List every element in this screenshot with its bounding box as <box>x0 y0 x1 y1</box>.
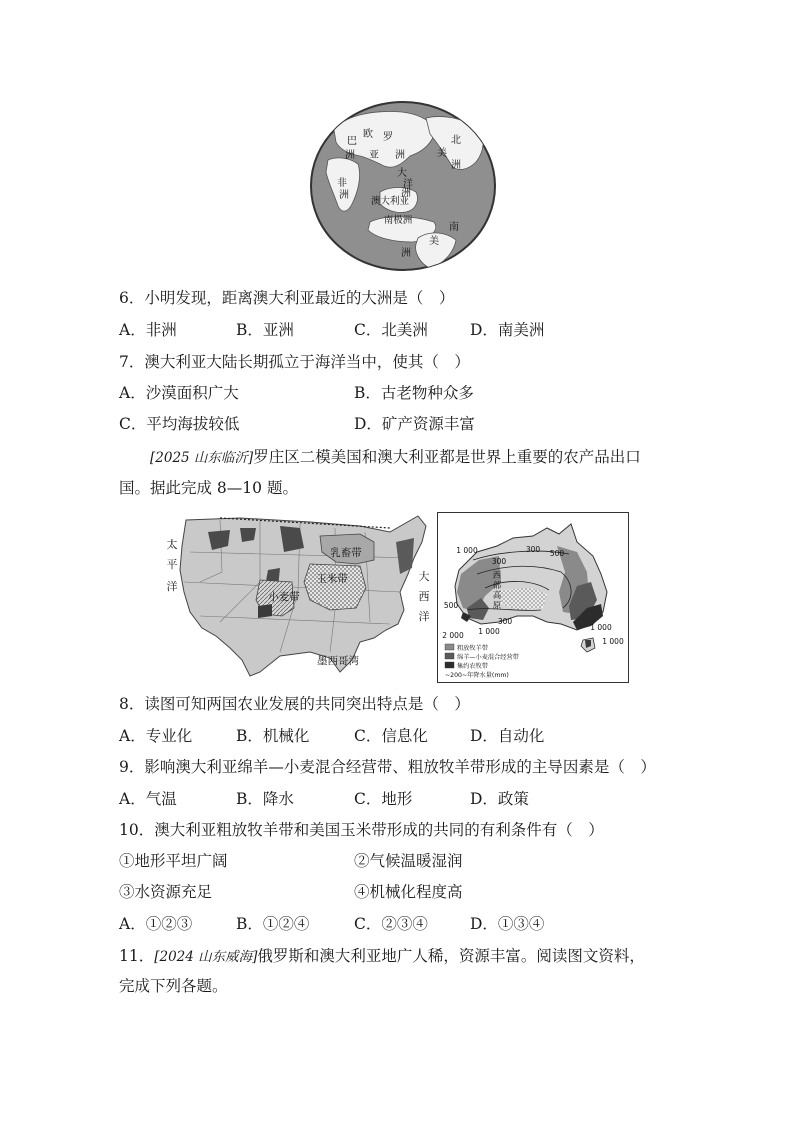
q9-option-a[interactable]: A．气温 <box>119 790 177 808</box>
aus-iso-3: 300 <box>491 557 507 566</box>
us-label-taiping-2: 平 <box>166 558 178 571</box>
q10-statement-4: ④机械化程度高 <box>354 883 463 901</box>
us-agriculture-map <box>160 512 436 682</box>
us-label-daxi-3: 洋 <box>418 610 430 623</box>
q8-option-b[interactable]: B．机械化 <box>236 727 310 745</box>
q9-stem: 9．影响澳大利亚绵羊—小麦混合经营带、粗放牧羊带形成的主导因素是（ ） <box>119 758 656 776</box>
q10-stem: 10．澳大利亚粗放牧羊带和美国玉米带形成的共同的有利条件有（ ） <box>119 821 604 839</box>
intro-source: [2025 山东临沂] <box>150 450 254 466</box>
q6-option-d[interactable]: D．南美洲 <box>470 321 545 339</box>
us-label-daxi-1: 大 <box>418 570 430 583</box>
globe-label-fei: 非 <box>337 178 347 189</box>
q9-option-d[interactable]: D．政策 <box>470 790 529 808</box>
intro-text-1: 罗庄区二模美国和澳大利亚都是世界上重要的农产品出口 <box>253 448 641 466</box>
q6-option-b[interactable]: B．亚洲 <box>236 321 294 339</box>
q9-option-c[interactable]: C．地形 <box>354 790 413 808</box>
globe-label-mei1: 美 <box>437 148 447 159</box>
q11-line-1 <box>119 946 645 967</box>
globe-label-aus: 澳大利亚 <box>370 196 410 207</box>
q10-statement-3: ③水资源充足 <box>119 883 213 901</box>
q10-statement-2: ②气候温暖湿润 <box>354 852 463 870</box>
globe-label-yang: 洋 <box>403 179 413 190</box>
q7-stem: 7．澳大利亚大陆长期孤立于海洋当中，使其（ ） <box>119 353 470 371</box>
q7-option-c[interactable]: C．平均海拔较低 <box>119 415 240 433</box>
globe-label-zhou5: 洲 <box>401 188 411 199</box>
aus-iso-9: 1 000 <box>590 623 612 632</box>
q11-number: 11． <box>119 947 155 965</box>
q11-text-1: 俄罗斯和澳大利亚地广人稀，资源丰富。阅读图文资料， <box>257 947 645 965</box>
q8-stem: 8．读图可知两国农业发展的共同突出特点是（ ） <box>119 695 470 713</box>
aus-plateau-4: 原 <box>492 601 502 611</box>
us-label-yumi: 玉米带 <box>316 573 348 585</box>
australia-agriculture-map <box>437 512 629 683</box>
globe-label-luo: 罗 <box>383 132 393 143</box>
globe-label-zhou3: 洲 <box>451 160 461 171</box>
aus-iso-2: 300 <box>525 545 541 554</box>
globe-label-bei: 北 <box>451 135 461 146</box>
us-label-taiping-1: 太 <box>166 538 178 551</box>
aus-iso-10: 1 000 <box>602 637 624 646</box>
globe-label-zhou2: 洲 <box>395 150 405 161</box>
q11-source: [2024 山东威海] <box>154 949 258 965</box>
globe-label-mei2: 美 <box>429 236 439 247</box>
aus-plateau-1: 西 <box>492 571 502 581</box>
intro-line-2: 国。据此完成 8—10 题。 <box>119 479 298 497</box>
aus-iso-6: 500 <box>443 601 459 610</box>
aus-iso-1: 1 000 <box>456 546 478 555</box>
globe-label-zhou6: 洲 <box>401 248 411 259</box>
aus-iso-4: 300 <box>497 617 513 626</box>
us-label-xiaomai: 小麦带 <box>268 591 300 603</box>
legend-swatch-extensive <box>445 644 454 650</box>
us-label-taiping-3: 洋 <box>166 580 178 593</box>
q11-line-2: 完成下列各题。 <box>119 977 228 995</box>
us-label-rumai: 乳畜带 <box>330 547 362 559</box>
us-label-mexico: 墨西哥湾 <box>317 655 359 667</box>
q8-option-a[interactable]: A．专业化 <box>119 727 193 745</box>
q8-option-c[interactable]: C．信息化 <box>354 727 428 745</box>
globe-map <box>306 100 502 272</box>
q10-statement-1: ①地形平坦广阔 <box>119 852 228 870</box>
q8-option-d[interactable]: D．自动化 <box>470 727 545 745</box>
legend-label-extensive: 粗放牧羊带 <box>457 645 488 652</box>
q7-option-b[interactable]: B．古老物种众多 <box>354 384 474 402</box>
intro-line-1 <box>150 447 641 468</box>
legend-swatch-intensive <box>445 662 454 668</box>
q10-option-d[interactable]: D．①③④ <box>470 915 545 933</box>
q10-option-a[interactable]: A．①②③ <box>119 915 193 933</box>
legend-label-mixed: 绵羊—小麦混合经营带 <box>457 654 519 661</box>
q6-stem: 6．小明发现，距离澳大利亚最近的大洲是（ ） <box>119 289 455 307</box>
globe-label-da: 大 <box>397 168 407 179</box>
q6-option-c[interactable]: C．北美洲 <box>354 321 428 339</box>
q10-option-c[interactable]: C．②③④ <box>354 915 428 933</box>
q6-option-a[interactable]: A．非洲 <box>119 321 177 339</box>
globe-label-ant: 南极洲 <box>383 215 413 226</box>
legend-label-rainfall: ~200~年降水量(mm) <box>445 672 509 679</box>
aus-plateau-3: 高 <box>492 591 502 601</box>
q9-option-b[interactable]: B．降水 <box>236 790 294 808</box>
globe-label-zhou4: 洲 <box>339 190 349 201</box>
q7-option-a[interactable]: A．沙漠面积广大 <box>119 384 239 402</box>
us-label-daxi-2: 西 <box>418 590 430 603</box>
globe-label-zhou1: 洲 <box>345 150 355 161</box>
legend-label-intensive: 集约农牧带 <box>457 663 488 670</box>
globe-label-ya: 亚 <box>369 150 379 161</box>
globe-label-nan: 南 <box>449 222 459 233</box>
aus-iso-7: 1 000 <box>478 627 500 636</box>
globe-label-ou: 欧 <box>363 129 373 140</box>
globe-label-ba: 巴 <box>347 136 357 147</box>
legend-swatch-mixed <box>445 653 454 659</box>
aus-iso-8: 2 000 <box>442 631 464 640</box>
q7-option-d[interactable]: D．矿产资源丰富 <box>354 415 475 433</box>
aus-iso-5: 500 <box>549 549 565 558</box>
q10-option-b[interactable]: B．①②④ <box>236 915 310 933</box>
aus-plateau-2: 部 <box>492 581 502 591</box>
